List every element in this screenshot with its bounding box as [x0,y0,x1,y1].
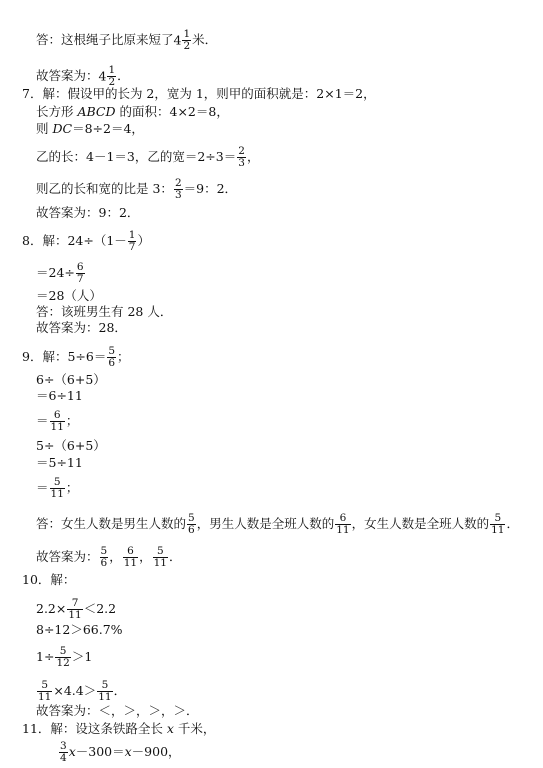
q10-line-3: 8÷12＞66.7% [36,622,123,637]
q10-line-5: $\frac{5}{11}$ ×4.4＞ $\frac{5}{11}$ ． [38,679,127,703]
q7-final-answer: 故答案为：9：2． [36,205,140,220]
q9-line-4: ＝ $\frac{6}{11}$ ； [36,409,79,433]
q8-line-3: ＝28（人） [36,288,102,303]
q9-answer: 答：女生人数是男生人数的 $\frac{5}{6}$ ，男生人数是全班人数的 $\frac{6}{11}$ ，女生人数是全班人数的 $\frac{5}{11}$ ． [36,512,519,536]
mixed-fraction: 4 $\frac{1}{2}$ [173,28,191,52]
q9-final-answer: 故答案为： $\frac{5}{6}$ ， $\frac{6}{11}$ ， $\frac{5}{11}$ ． [36,545,182,569]
q7-line-3: 则 DC＝8÷2＝4， [36,121,144,136]
fraction: $\frac{6}{7}$ [76,261,84,285]
q9-line-1: 9．解：5÷6＝ $\frac{5}{6}$ ； [22,345,130,369]
q7-line-2: 长方形 ABCD 的面积：4×2＝8， [36,104,229,119]
fraction: $\frac{6}{11}$ [50,409,64,433]
q11-line-1: 11．解：设这条铁路全长 x 千米， [22,721,216,736]
q6-answer-line: 答：这根绳子比原来短了4 $\frac{1}{2}$ 米． [36,28,218,52]
q9-line-2: 6÷（6+5） [36,372,106,387]
q8-line-1: 8．解：24÷（1－ $\frac{1}{7}$ ） [22,229,150,253]
q10-line-4: 1÷ $\frac{5}{12}$ ＞1 [36,645,93,669]
q6-final-answer: 故答案为：4 $\frac{1}{2}$ ． [36,64,130,88]
fraction: $\frac{6}{11}$ [336,512,350,536]
question-number: 8． [22,233,43,248]
fraction: $\frac{5}{11}$ [491,512,505,536]
mixed-fraction: 4 $\frac{1}{2}$ [98,64,116,88]
question-number: 11． [22,721,51,736]
fraction: $\frac{5}{11}$ [38,679,52,703]
fraction: $\frac{1}{7}$ [128,229,136,253]
q8-line-2: ＝24÷ $\frac{6}{7}$ [36,261,84,285]
question-number: 7． [22,86,43,101]
q11-line-2: $\frac{3}{4}$ x－300＝x－900， [60,740,181,764]
q7-line-1: 7．解：假设甲的长为 2，宽为 1，则甲的面积就是：2×1＝2， [22,86,376,101]
q8-line-4: 答：该班男生有 28 人． [36,304,173,319]
fraction: $\frac{5}{12}$ [56,645,70,669]
fraction: $\frac{5}{6}$ [188,512,195,536]
q9-line-3: ＝6÷11 [36,388,83,403]
question-number: 10． [22,572,51,587]
fraction: $\frac{7}{11}$ [68,597,82,621]
fraction: $\frac{6}{11}$ [123,545,138,569]
fraction: $\frac{2}{3}$ [238,145,245,169]
fraction: $\frac{5}{11}$ [98,679,112,703]
q10-line-2: 2.2× $\frac{7}{11}$ ＜2.2 [36,597,117,621]
q9-line-5: 5÷（6+5） [36,438,106,453]
q9-line-7: ＝ $\frac{5}{11}$ ； [36,476,79,500]
fraction: $\frac{5}{11}$ [153,545,167,569]
q9-line-6: ＝5÷11 [36,455,83,470]
q10-line-1: 10．解： [22,572,76,587]
fraction: $\frac{5}{11}$ [50,476,64,500]
question-number: 9． [22,349,43,364]
q7-line-4: 乙的长：4－1＝3，乙的宽＝2÷3＝ $\frac{2}{3}$ ， [36,145,260,169]
q10-final-answer: 故答案为：＜，＞，＞，＞． [36,703,199,718]
fraction: $\frac{3}{4}$ [60,740,67,764]
q7-line-5: 则乙的长和宽的比是 3： $\frac{2}{3}$ ＝9：2． [36,177,238,201]
fraction: $\frac{2}{3}$ [174,177,182,201]
fraction: $\frac{5}{6}$ [100,545,108,569]
q8-final-answer: 故答案为：28． [36,320,127,335]
fraction: $\frac{5}{6}$ [108,345,116,369]
